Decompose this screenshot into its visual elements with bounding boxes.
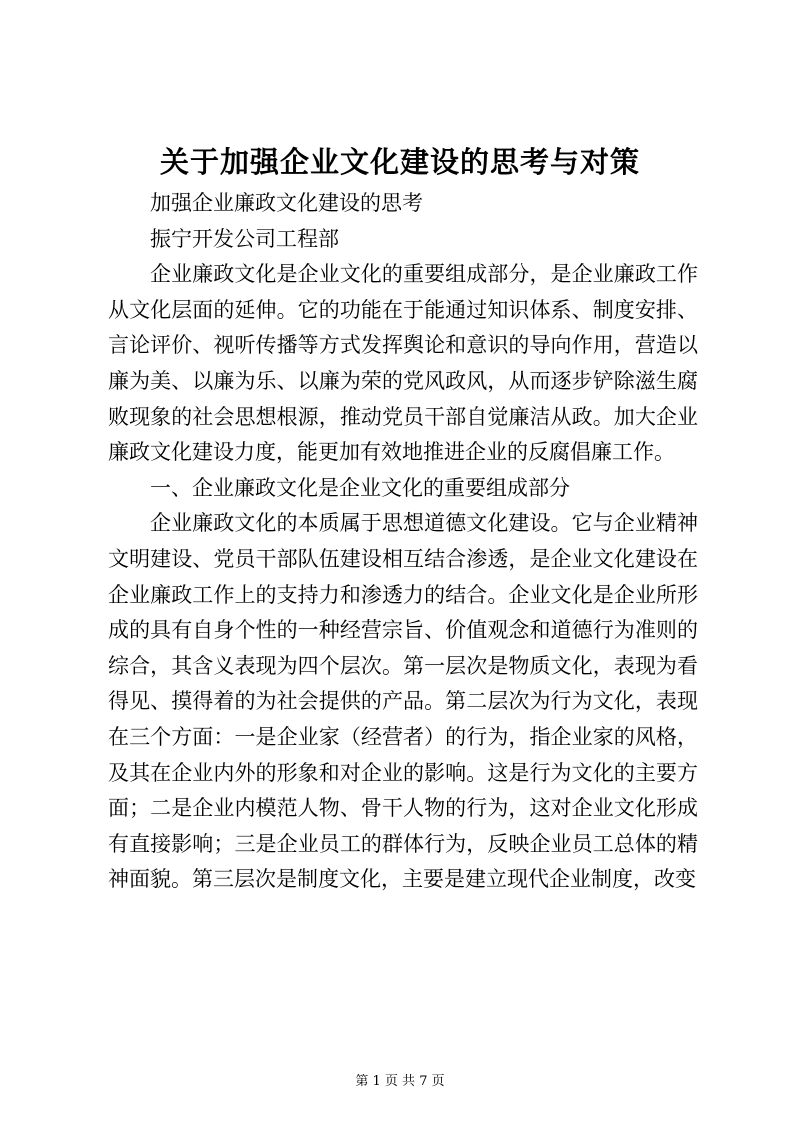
page-footer: 第 1 页 共 7 页 xyxy=(355,1074,445,1089)
body-paragraph: 企业廉政文化的本质属于思想道德文化建设。它与企业精神文明建设、党员干部队伍建设相互结合渗透，是企业文化建设在企业廉政工作上的支持力和渗透力的结合。企业文化是企业所形成的具有自身个性的一种经营宗旨、价值观念和道德行为准则的综合，其含义表现为四个层次。第一层次是物质文化，表现为看得见、摸得着的为社会提供的产品。第二层次为行为文化，表现在三个方面：一是企业家（经营者）的行为，指企业家的风格，及其在企业内外的形象和对企业的影响。这是行为文化的主要方面；二是企业内模范人物、骨干人物的行为，这对企业文化形成有直接影响；三是企业员工的群体行为，反映企业员工总体的精神面貌。第三层次是制度文化，主要是建立现代企业制度，改变 xyxy=(108,511,698,892)
author-paragraph: 振宁开发公司工程部 xyxy=(150,226,339,251)
section-heading: 一、企业廉政文化是企业文化的重要组成部分 xyxy=(150,475,570,500)
subtitle-paragraph: 加强企业廉政文化建设的思考 xyxy=(150,191,423,215)
body-paragraph: 企业廉政文化是企业文化的重要组成部分，是企业廉政工作从文化层面的延伸。它的功能在于能通过知识体系、制度安排、言论评价、视听传播等方式发挥舆论和意识的导向作用，营造以廉为美、以廉为乐、以廉为荣的党风政风，从而逐步铲除滋生腐败现象的社会思想根源，推动党员干部自觉廉洁从政。加大企业廉政文化建设力度，能更加有效地推进企业的反腐倡廉工作。 xyxy=(108,262,698,465)
document-title: 关于加强企业文化建设的思考与对策 xyxy=(159,145,640,179)
document-body xyxy=(108,186,698,898)
